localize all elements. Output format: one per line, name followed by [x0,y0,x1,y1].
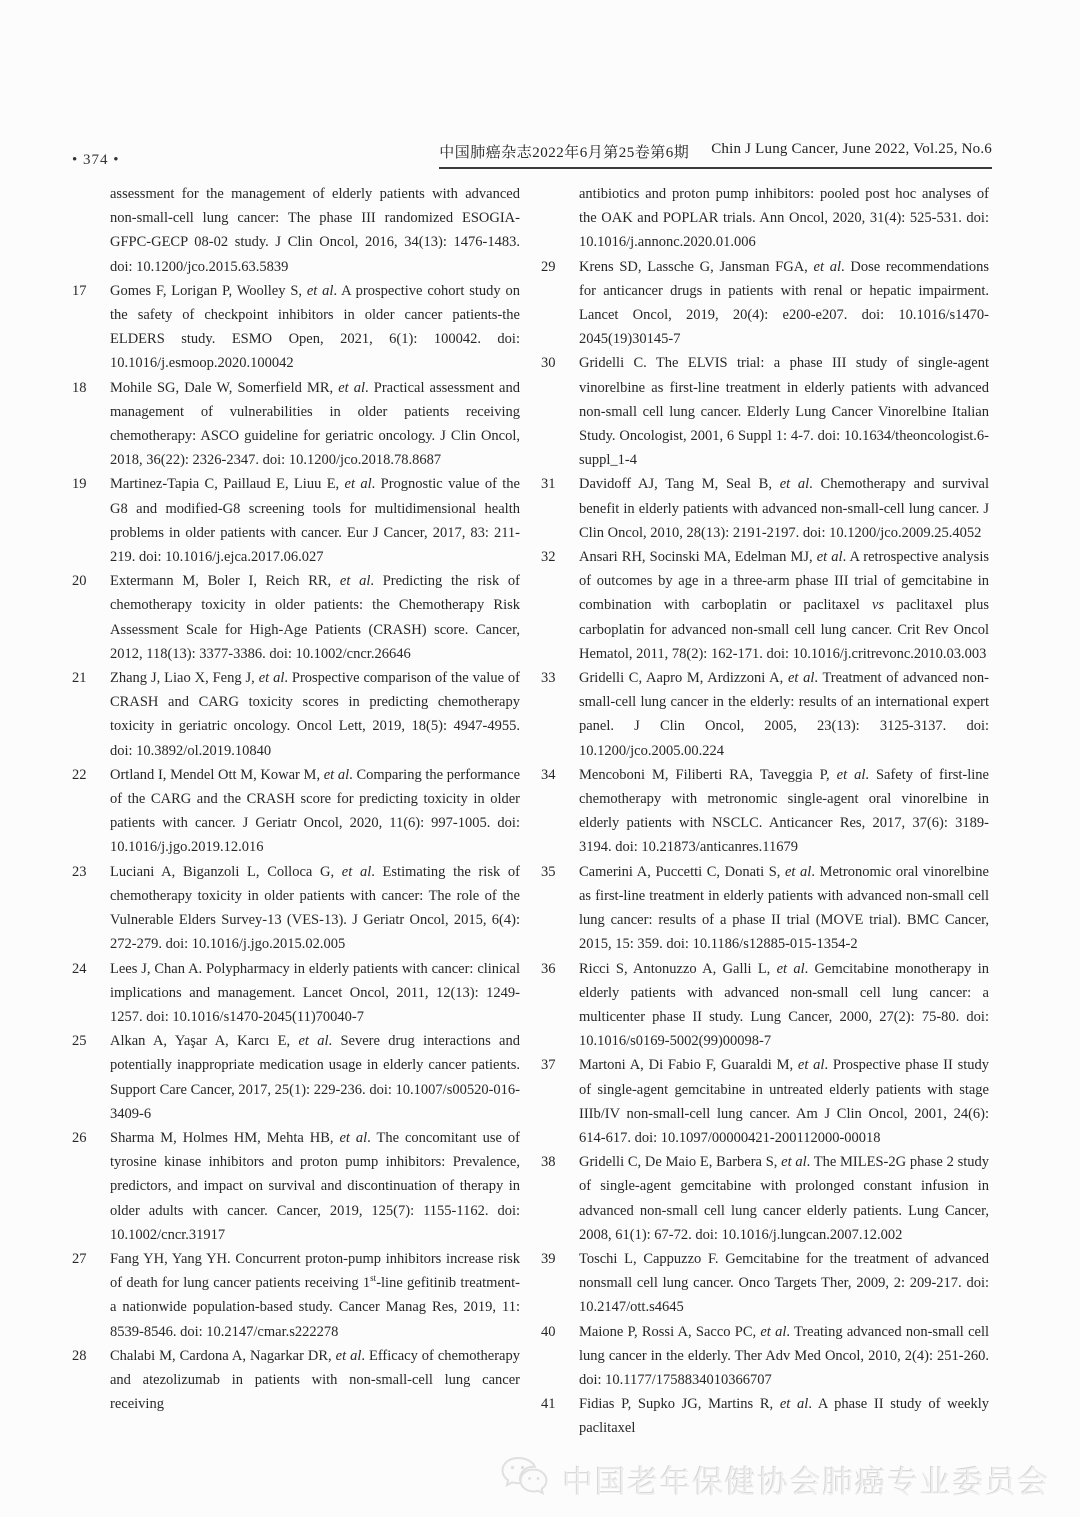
reference-item [72,1029,520,1126]
reference-item [541,763,989,860]
reference-number: 38 [541,1154,556,1171]
reference-text: Fidias P, Supko JG, Martins R, et al. A phase II study of weekly paclitaxel [579,1396,989,1437]
reference-item [541,545,989,666]
reference-text: antibiotics and proton pump inhibitors: pooled post hoc analyses of the OAK and POPLAR trials. Ann Oncol, 2020, 31(4): 525-531. doi: 10.1016/j.annonc.2020.01.006 [579,186,989,251]
reference-text: Ricci S, Antonuzzo A, Galli L, et al. Gemcitabine monotherapy in elderly patients with advanced non-small cell lung cancer: a multicenter phase II study. Lung Cancer, 2000, 27(2): 75-80. doi: 10.1016/s0169-5002(99)00098-7 [579,960,989,1050]
reference-item [72,1344,520,1417]
reference-number: 29 [541,258,556,275]
reference-number: 30 [541,355,556,372]
reference-item [541,255,989,352]
reference-item [72,279,520,376]
reference-item [72,376,520,473]
reference-number: 20 [72,573,87,590]
reference-text: Fang YH, Yang YH. Concurrent proton-pump inhibitors increase risk of death for lung cancer patients receiving 1st-line gefitinib treatment-a nationwide population-based study. Cancer Manag Res, 2019, 11: 8539-8546. doi: 10.2147/cmar.s222278 [110,1250,521,1340]
journal-title-en: Chin J Lung Cancer, June 2022, Vol.25, No.6 [711,141,992,157]
reference-text: Martoni A, Di Fabio F, Guaraldi M, et al. Prospective phase II study of single-agent gemcitabine in untreated elderly patients with stage IIIb/IV non-small-cell lung cancer. Am J Clin Oncol, 2001, 24(6): 614-617. doi: 10.1097/00000421-200112000-00018 [579,1057,989,1146]
reference-number: 40 [541,1323,556,1340]
reference-item [541,666,989,763]
reference-item [72,666,520,763]
reference-item [541,860,989,957]
reference-number: 27 [72,1250,87,1267]
page-footer [499,1453,1051,1505]
reference-item [72,860,520,957]
reference-item [541,1053,989,1150]
reference-number: 39 [541,1250,556,1267]
reference-text: Chalabi M, Cardona A, Nagarkar DR, et al. Efficacy of chemotherapy and atezolizumab in patients with non-small-cell lung cancer receiving [110,1347,520,1413]
reference-text: Ansari RH, Socinski MA, Edelman MJ, et al. A retrospective analysis of outcomes by age in a three-arm phase III trial of gemcitabine in combination with carboplatin or paclitaxel vs paclitaxel plus carboplatin for advanced non-small cell lung cancer. Crit Rev Oncol Hematol, 2011, 78(2): 162-171. doi: 10.1016/j.critrevonc.2010.03.003 [579,549,989,662]
reference-text: assessment for the management of elderly patients with advanced non-small-cell lung cancer: The phase III randomized ESOGIA-GFPC-GECP 08-02 study. J Clin Oncol, 2016, 34(13): 1476-1483. doi: 10.1200/jco.2015.63.5839 [110,186,520,275]
reference-text: Sharma M, Holmes HM, Mehta HB, et al. The concomitant use of tyrosine kinase inhibitors and proton pump inhibitors: Prevalence, predictors, and impact on survival and discontinuation of therapy in older adults with cancer. Cancer, 2019, 125(7): 1155-1162. doi: 10.1002/cncr.31917 [110,1129,520,1243]
reference-number: 28 [72,1347,87,1364]
reference-item [541,472,989,545]
reference-number: 32 [541,549,556,566]
reference-number: 41 [541,1396,556,1413]
reference-item [72,569,520,666]
reference-text: Luciani A, Biganzoli L, Colloca G, et al. Estimating the risk of chemotherapy toxicity in older patients with cancer: The role of the Vulnerable Elders Survey-13 (VES-13). J Geriatr Oncol, 2015, 6(4): 272-279. doi: 10.1016/j.jgo.2015.02.005 [110,863,520,953]
references-column-right [541,182,989,1441]
reference-number: 22 [72,766,87,783]
reference-text: Toschi L, Cappuzzo F. Gemcitabine for the treatment of advanced nonsmall cell lung cancer. Onco Targets Ther, 2009, 2: 209-217. doi: 10.2147/ott.s4645 [579,1250,989,1316]
reference-number [541,182,579,255]
reference-number: 19 [72,476,87,493]
reference-text: Davidoff AJ, Tang M, Seal B, et al. Chemotherapy and survival benefit in elderly patients with advanced non-small-cell lung cancer. J Clin Oncol, 2010, 28(13): 2191-2197. doi: 10.1200/jco.2009.25.4052 [579,476,989,541]
page-number: • 374 • [72,152,120,168]
reference-item [72,1247,520,1344]
reference-number: 23 [72,863,87,880]
journal-title [439,141,992,169]
reference-item [541,957,989,1054]
reference-item [541,182,989,255]
reference-item [72,182,520,279]
reference-item [72,472,520,569]
reference-item [541,351,989,472]
reference-text: Mencoboni M, Filiberti RA, Taveggia P, et al. Safety of first-line chemotherapy with metronomic single-agent oral vinorelbine in elderly patients with NSCLC. Anticancer Res, 2017, 37(6): 3189-3194. doi: 10.21873/anticanres.11679 [579,766,989,856]
reference-text: Zhang J, Liao X, Feng J, et al. Prospective comparison of the value of CRASH and CARG toxicity scores in predicting chemotherapy toxicity in geriatric oncology. Oncol Lett, 2019, 18(5): 4947-4955. doi: 10.3892/ol.2019.10840 [110,670,521,759]
reference-item [541,1247,989,1320]
references-section [72,182,989,1441]
reference-item [541,1150,989,1247]
reference-number: 33 [541,670,556,687]
journal-title-cn: 中国肺癌杂志2022年6月第25卷第6期 [439,145,690,161]
reference-item [541,1392,989,1440]
references-column-left [72,182,520,1441]
reference-text: Gridelli C, Aapro M, Ardizzoni A, et al. Treatment of advanced non-small-cell lung cancer in the elderly: results of an international expert panel. J Clin Oncol, 2005, 23(13): 3125-3137. doi: 10.1200/jco.2005.00.224 [579,670,989,759]
reference-number: 21 [72,670,87,687]
reference-text: Camerini A, Puccetti C, Donati S, et al. Metronomic oral vinorelbine as first-line treatment in elderly patients with advanced non-small cell lung cancer: results of a phase II trial (MOVE trial). BMC Cancer, 2015, 15: 359. doi: 10.1186/s12885-015-1354-2 [579,863,989,953]
reference-number: 24 [72,960,87,977]
reference-item [72,1126,520,1247]
reference-text: Martinez-Tapia C, Paillaud E, Liuu E, et al. Prognostic value of the G8 and modified-G8 screening tools for multidimensional health problems in older patients with cancer. Eur J Cancer, 2017, 83: 211-219. doi: 10.1016/j.ejca.2017.06.027 [110,476,520,566]
reference-number: 31 [541,476,556,493]
reference-text: Ortland I, Mendel Ott M, Kowar M, et al. Comparing the performance of the CARG and the CRASH score for predicting toxicity in older patients with cancer. J Geriatr Oncol, 2020, 11(6): 997-1005. doi: 10.1016/j.jgo.2019.12.016 [110,766,520,856]
reference-number: 25 [72,1033,87,1050]
reference-text: Krens SD, Lassche G, Jansman FGA, et al. Dose recommendations for anticancer drugs in patients with renal or hepatic impairment. Lancet Oncol, 2019, 20(4): e200-e207. doi: 10.1016/s1470-2045(19)30145-7 [579,258,989,348]
wechat-icon [499,1453,551,1505]
reference-number: 26 [72,1129,87,1146]
reference-text: Alkan A, Yaşar A, Karcı E, et al. Severe drug interactions and potentially inappropriate medication usage in elderly cancer patients. Support Care Cancer, 2017, 25(1): 229-236. doi: 10.1007/s00520-016-3409-6 [110,1033,520,1122]
page-header [72,141,992,169]
reference-text: Gridelli C, De Maio E, Barbera S, et al. The MILES-2G phase 2 study of single-agent gemcitabine with prolonged constant infusion in advanced non-small cell lung cancer elderly patients. Lung Cancer, 2008, 61(1): 67-72. doi: 10.1016/j.lungcan.2007.12.002 [579,1154,989,1243]
reference-item [72,957,520,1030]
reference-number: 18 [72,379,87,396]
reference-text: Lees J, Chan A. Polypharmacy in elderly patients with cancer: clinical implications and management. Lancet Oncol, 2011, 12(13): 1249-1257. doi: 10.1016/s1470-2045(11)70040-7 [110,960,520,1025]
reference-item [72,763,520,860]
reference-text: Gomes F, Lorigan P, Woolley S, et al. A prospective cohort study on the safety of checkpoint inhibitors in older cancer patients-the ELDERS study. ESMO Open, 2021, 6(1): 100042. doi: 10.1016/j.esmoop.2020.100042 [110,282,520,372]
watermark-text: 中国老年保健协会肺癌专业委员会 [562,1464,1050,1500]
reference-item [541,1320,989,1393]
reference-number: 34 [541,766,556,783]
reference-number: 36 [541,960,556,977]
reference-text: Gridelli C. The ELVIS trial: a phase III study of single-agent vinorelbine as first-line treatment in elderly patients with advanced non-small cell lung cancer. Elderly Lung Cancer Vinorelbine Italian Study. Oncologist, 2001, 6 Suppl 1: 4-7. doi: 10.1634/theoncologist.6-suppl_1-4 [579,355,989,469]
reference-text: Extermann M, Boler I, Reich RR, et al. Predicting the risk of chemotherapy toxicity in older patients: the Chemotherapy Risk Assessment Scale for High-Age Patients (CRASH) score. Cancer, 2012, 118(13): 3377-3386. doi: 10.1002/cncr.26646 [110,573,520,662]
reference-number: 37 [541,1057,556,1074]
reference-number: 17 [72,282,87,299]
reference-text: Maione P, Rossi A, Sacco PC, et al. Treating advanced non-small cell lung cancer in the elderly. Ther Adv Med Oncol, 2010, 2(4): 251-260. doi: 10.1177/1758834010366707 [579,1323,989,1388]
reference-number [72,182,110,279]
reference-text: Mohile SG, Dale W, Somerfield MR, et al. Practical assessment and management of vulnerabilities in older patients receiving chemotherapy: ASCO guideline for geriatric oncology. J Clin Oncol, 2018, 36(22): 2326-2347. doi: 10.1200/jco.2018.78.8687 [110,379,520,469]
reference-number: 35 [541,863,556,880]
